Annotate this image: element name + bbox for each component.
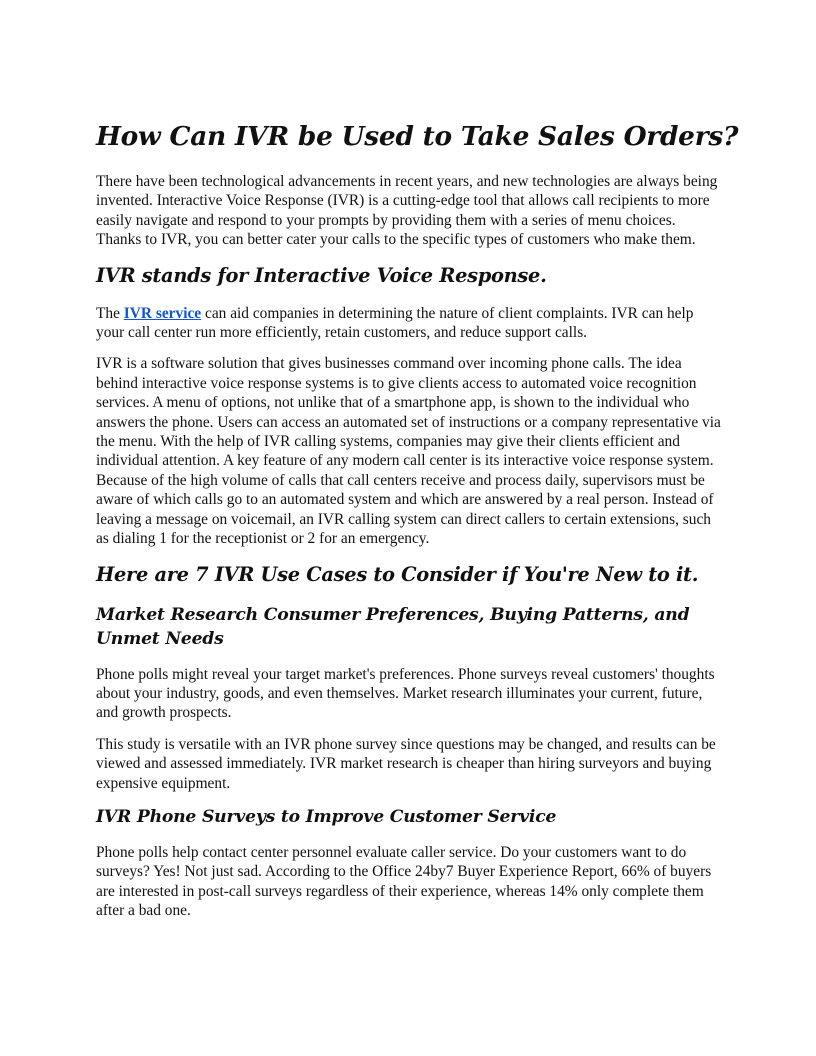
market-research-paragraph-2: This study is versatile with an IVR phone survey since questions may be changed, and results can be viewed and assessed immediately. IVR market research is cheaper than hiring surveyors and buying expensive equipment. — [96, 735, 716, 792]
paragraph-suffix: can aid companies in determining the nature of client complaints. IVR can help your call center run more efficiently, retain customers, and reduce support calls. — [96, 304, 694, 342]
section-heading-ivr-definition: IVR stands for Interactive Voice Response. — [96, 263, 547, 287]
ivr-explanation-paragraph: IVR is a software solution that gives businesses command over incoming phone calls. The idea behind interactive voice response systems is to give clients access to automated voice recognition services. A menu of options, not unlike that of a smartphone app, is shown to the individual who answers the phone. Users can access an automated set of instructions or a company representative via the menu. With the help of IVR calling systems, companies may give their clients efficient and individual attention. A key feature of any modern call center is its interactive voice response system. Because of the high volume of calls that call centers receive and process daily, supervisors must be aware of which calls go to an automated system and which are answered by a real person. Instead of leaving a message on voicemail, an IVR calling system can direct callers to certain extensions, such as dialing 1 for the receptionist or 2 for an emergency. — [96, 355, 721, 548]
ivr-service-link[interactable]: IVR service — [123, 304, 202, 322]
subheading-market-research: Market Research Consumer Preferences, Buying Patterns, and Unmet Needs — [96, 604, 690, 649]
document-page — [96, 118, 739, 933]
intro-paragraph: There have been technological advancements in recent years, and new technologies are always being invented. Interactive Voice Response (IVR) is a cutting-edge tool that allows call recipients to more easily navigate and respond to your prompts by providing them with a series of menu choices. Thanks to IVR, you can better cater your calls to the specific types of customers who make them. — [96, 173, 718, 249]
subheading-phone-surveys: IVR Phone Surveys to Improve Customer Service — [96, 806, 557, 827]
market-research-paragraph-1: Phone polls might reveal your target market's preferences. Phone surveys reveal customers' thoughts about your industry, goods, and even themselves. Market research illuminates your current, future, and growth prospects. — [96, 665, 715, 722]
phone-surveys-paragraph: Phone polls help contact center personnel evaluate caller service. Do your customers want to do surveys? Yes! Not just sad. According to the Office 24by7 Buyer Experience Report, 66% of buyers are interested in post-call surveys regardless of their experience, whereas 14% only complete them after a bad one. — [96, 843, 712, 920]
paragraph-prefix: The — [96, 304, 124, 322]
page-title: How Can IVR be Used to Take Sales Orders? — [96, 121, 739, 152]
section-heading-use-cases: Here are 7 IVR Use Cases to Consider if You're New to it. — [96, 562, 699, 586]
ivr-service-paragraph — [96, 304, 722, 343]
